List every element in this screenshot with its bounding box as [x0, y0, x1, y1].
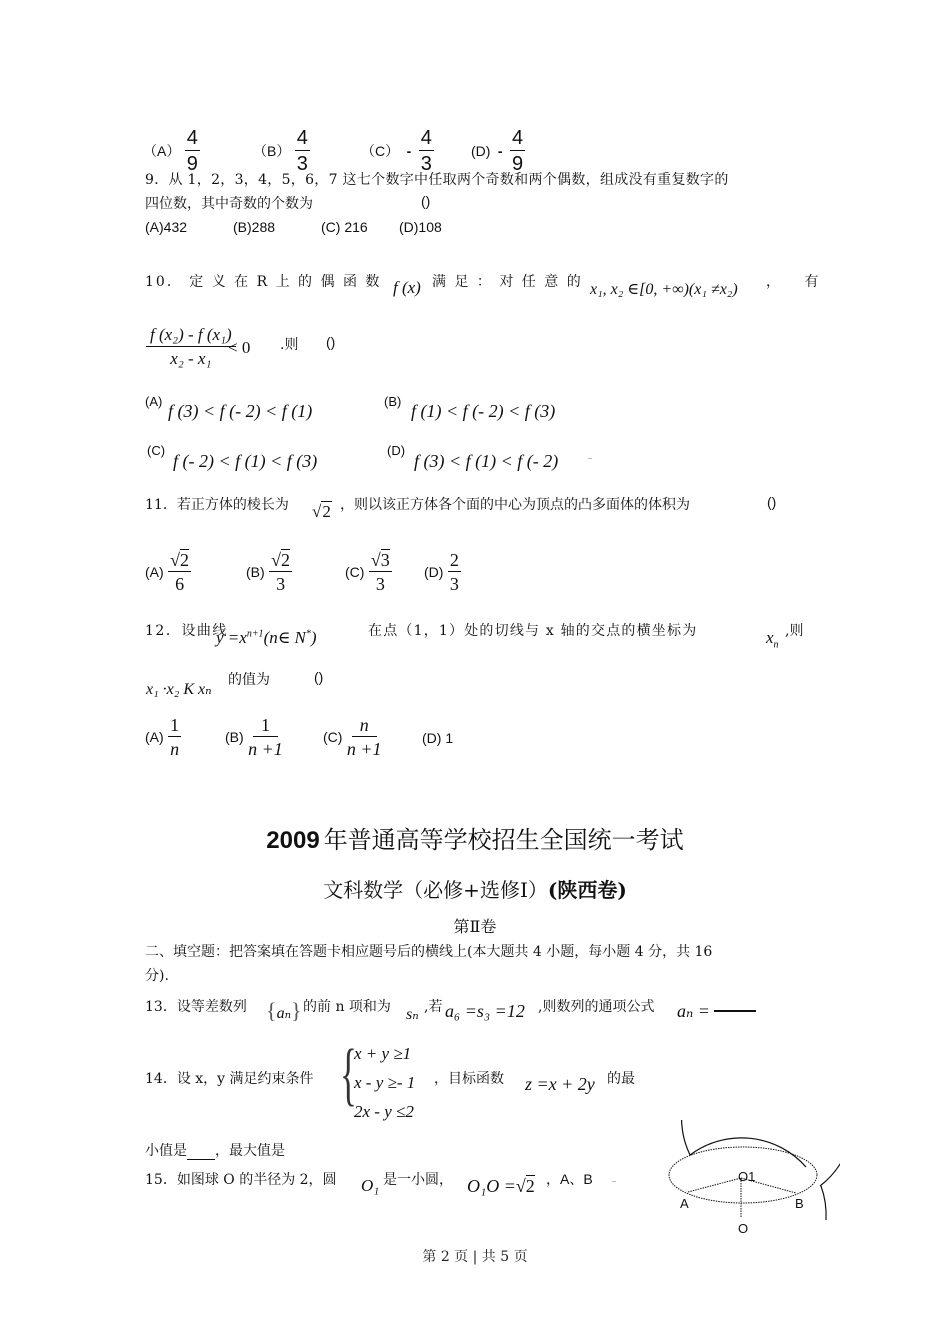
q14-line2: 小值是 ，最大值是 — [145, 1143, 285, 1159]
q12-option-a: (A) $\frac{1}{n}$ — [145, 715, 180, 759]
q8-options — [143, 118, 563, 175]
q8-option-c: （C） - $\frac{4}{3}$ — [361, 127, 432, 175]
fill-instructions-line1: 二、填空题：把答案填在答题卡相应题号后的横线上(本大题共 4 小题，每小题 4 分，共 16 — [145, 944, 713, 960]
q11-edge-sqrt: √2 — [312, 502, 331, 521]
q12-value: 的值为 — [228, 672, 270, 688]
q9-option-d: (D)108 — [399, 219, 442, 235]
q14-suffix: 的最 — [607, 1071, 635, 1087]
figure-label-b: B — [795, 1196, 804, 1211]
q12-option-c: (C) $\frac{n}{n +1}$ — [323, 715, 382, 759]
q9-line2: 四位数，其中奇数的个数为 — [145, 196, 313, 212]
q10-option-a-expr: f (3) < f (- 2) < f (1) — [168, 401, 313, 421]
q11-option-d: (D) $\frac{2}{3}$ — [424, 550, 459, 594]
q14-mid: ，目标函数 — [434, 1071, 504, 1087]
q14-constraint-1: x + y ≥1 — [354, 1044, 412, 1063]
q13-cond-prefix: ,若 — [424, 999, 443, 1015]
q13-mid: 的前 n 项和为 — [303, 999, 391, 1015]
q14-min-blank[interactable] — [187, 1146, 215, 1160]
q12-xn: $x_n$ — [766, 628, 779, 651]
q10-option-b-expr: f (1) < f (- 2) < f (3) — [411, 401, 556, 421]
q8-option-d: (D) - $\frac{4}{9}$ — [471, 127, 524, 175]
q9-option-a: (A)432 — [145, 219, 188, 235]
q10-then: .则 — [280, 337, 299, 353]
q13-answer-blank[interactable] — [714, 1010, 756, 1012]
q10-mid: 满 足 ： 对 任 意 的 — [432, 274, 583, 290]
q13-an: aₙ = — [677, 1001, 710, 1021]
fraction: $\frac{4}{3}$ — [420, 127, 432, 175]
stray-mark — [588, 458, 592, 459]
q10-option-d-expr: f (3) < f (1) < f (- 2) — [414, 451, 559, 471]
q15-o1: O₁ — [361, 1176, 380, 1195]
q8-option-a: （A） $\frac{4}{9}$ — [143, 127, 198, 175]
q15-dist: O₁O =√2 — [467, 1176, 535, 1196]
q11-suffix: ，则以该正方体各个面的中心为顶点的凸多面体的体积为 — [340, 497, 690, 513]
q11-prefix: 11．若正方体的棱长为 — [145, 497, 289, 513]
q11-answer-paren: () — [767, 494, 777, 510]
q12-suffix: ,则 — [785, 623, 804, 639]
q13-suffix: ,则数列的通项公式 — [538, 999, 655, 1015]
q8-option-b: （B） $\frac{4}{3}$ — [253, 127, 308, 175]
q10-fraction: $\frac{\text{f (x₂) - f (x₁)}}{\text{x₂ - x₁}}$ — [146, 326, 236, 367]
q13-seq: {aₙ} — [266, 998, 302, 1023]
q11-option-c: (C) $\frac{√3}{3}$ — [345, 550, 390, 594]
exam-title: 2009 年普通高等学校招生全国统一考试 — [266, 826, 684, 854]
q14-constraint-2: x - y ≥- 1 — [354, 1073, 416, 1092]
q11-option-a: (A) $\frac{√2}{6}$ — [145, 550, 190, 594]
q9-option-c: (C) 216 — [321, 219, 368, 235]
q10-option-d-label: (D) — [387, 443, 406, 458]
q10-option-c-label: (C) — [147, 443, 166, 458]
q13-prefix: 13．设等差数列 — [145, 999, 247, 1015]
q14-objective: z =x + 2y — [525, 1074, 595, 1094]
q10-option-c-expr: f (- 2) < f (1) < f (3) — [173, 451, 318, 471]
stray-mark — [612, 1181, 616, 1182]
q14-prefix: 14．设 x，y 满足约束条件 — [145, 1071, 314, 1087]
q15-mid: 是一小圆， — [383, 1172, 453, 1188]
volume-label: 第Ⅱ卷 — [453, 917, 497, 936]
q13-condition: a₆ =s₃ =12 — [445, 1001, 525, 1021]
q11-option-b: (B) $\frac{√2}{3}$ — [246, 550, 291, 594]
fill-instructions-line2: 分). — [145, 968, 169, 984]
q10-prefix: 10． 定 义 在 R 上 的 偶 函 数 — [145, 274, 382, 290]
q12-option-d: (D) 1 — [422, 730, 454, 746]
fraction: $\frac{4}{3}$ — [296, 127, 308, 175]
q10-inequality: < 0 — [228, 338, 251, 357]
q10-fx: f (x) — [393, 278, 421, 297]
q14-constraint-3: 2x - y ≤2 — [354, 1102, 414, 1121]
q10-option-a-label: (A) — [145, 394, 163, 409]
q9-option-b: (B)288 — [233, 219, 276, 235]
q15-prefix: 15．如图球 O 的半径为 2，圆 — [145, 1172, 337, 1188]
q12-product: x₁ ·x₂ K xₙ — [146, 681, 212, 698]
fraction: $\frac{4}{9}$ — [186, 127, 198, 175]
q9-line1: 9．从 1，2，3，4，5，6，7 这七个数字中任取两个奇数和两个偶数，组成没有重复数字的 — [145, 172, 729, 188]
exam-subtitle: 文科数学（必修+选修Ⅰ）(陕西卷) — [323, 878, 627, 902]
q10-suffix: ， 有 — [766, 274, 829, 290]
figure-label-o: O — [738, 1221, 749, 1236]
q12-curve: $y =x^{n+1}(n\in$ N*) — [216, 628, 317, 647]
q10-option-b-label: (B) — [384, 394, 402, 409]
figure-label-a: A — [680, 1196, 689, 1211]
q10-condition: x₁, x₂ ∈[0, +∞)(x₁ ≠x₂) — [590, 281, 738, 298]
q12-answer-paren: () — [314, 669, 324, 685]
q12-prefix: 12．设曲线 — [145, 623, 228, 639]
q13-sn: sₙ — [406, 1006, 419, 1023]
sphere-figure — [640, 1120, 840, 1344]
fraction: $\frac{4}{9}$ — [512, 127, 524, 175]
q12-option-b: (B) $\frac{1}{n +1}$ — [225, 715, 283, 759]
q12-mid: 在点（1，1）处的切线与 x 轴的交点的横坐标为 — [368, 623, 698, 639]
page-footer: 第 2 页 | 共 5 页 — [422, 1249, 528, 1265]
q15-suffix: ，A、B — [546, 1171, 593, 1187]
q10-answer-paren: () — [326, 334, 336, 350]
q9-answer-paren: () — [421, 193, 431, 209]
q14-brace: { — [340, 1036, 357, 1113]
figure-label-o1: O1 — [738, 1169, 756, 1184]
